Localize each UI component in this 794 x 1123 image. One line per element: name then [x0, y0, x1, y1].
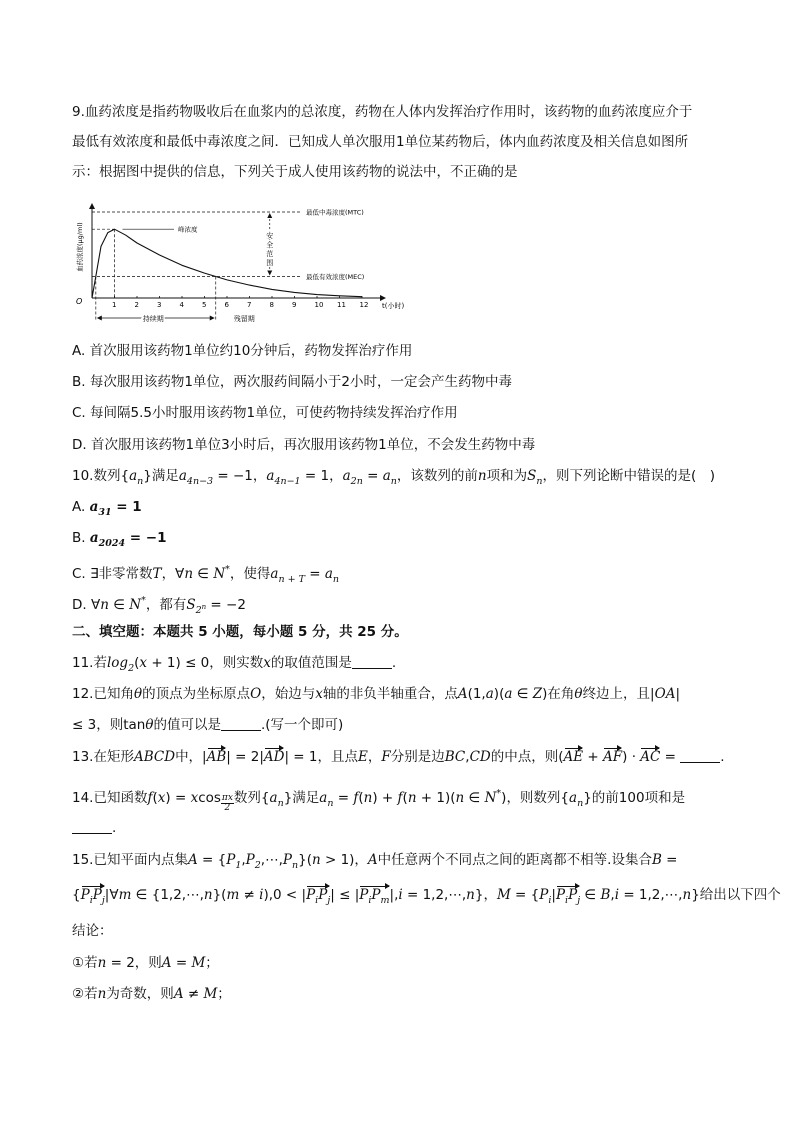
- x-tick-label: 12: [359, 301, 369, 309]
- q10-option-b: B. $a_{2024} = -1$: [72, 530, 167, 549]
- q9-stem-line-1: 9.血药浓度是指药物吸收后在血浆内的总浓度，药物在人体内发挥治疗作用时，该药物的血药浓度应介于: [72, 104, 693, 120]
- q12-stem-line-1: 12.已知角θ的顶点为坐标原点O，始边与x轴的非负半轴重合，点A(1,a)(a ∈ Z)在角θ终边上，且|OA|: [72, 686, 681, 702]
- section-fill-in-header: 二、填空题：本题共 5 小题，每小题 5 分，共 25 分。: [72, 624, 408, 640]
- duration-arrow-right: [210, 316, 215, 321]
- q9-stem-line-2: 最低有效浓度和最低中毒浓度之间．已知成人单次服用1单位某药物后，体内血药浓度及相关信息如图所: [72, 134, 689, 150]
- safe-range-label-char: 安: [266, 232, 274, 240]
- y-axis-arrow: [89, 203, 95, 209]
- q13-answer-blank[interactable]: [680, 748, 720, 763]
- q10-stem: 10.数列$\{a_n\}$满足$a_{4n-3} = -1$，$a_{4n-1} = 1$，$a_{2n} = a_n$，该数列的前n项和为$S_n$，则下列论断中错误的是( ): [72, 468, 716, 487]
- x-tick-label: 7: [247, 301, 252, 309]
- x-tick-label: 10: [314, 301, 324, 309]
- x-tick-label: 3: [157, 301, 162, 309]
- q15-conclusion-2: ②若n为奇数，则A ≠ M；: [72, 986, 231, 1002]
- q10-option-d: D. ∀n ∈ N*，都有$S_{2^n} = -2$: [72, 595, 246, 616]
- x-axis-arrow: [380, 295, 386, 301]
- x-tick-label: 2: [134, 301, 139, 309]
- y-axis-label: 血药浓度(μg/ml): [76, 222, 84, 272]
- x-tick-label: 5: [202, 301, 207, 309]
- q9-option-c: C. 每间隔5.5小时服用该药物1单位，可使药物持续发挥治疗作用: [72, 405, 458, 421]
- q11-answer-blank[interactable]: [352, 654, 392, 669]
- q9-option-d: D. 首次服用该药物1单位3小时后，再次服用该药物1单位，不会发生药物中毒: [72, 437, 536, 453]
- q14-stem: 14.已知函数f(x) = xcos $\frac{\pi x}{2}$ 数列$\{a_n\}$满足$a_n = f(n) + f(n + 1)(n$ ∈ N*)，则数列$\{a_n\}$的前100项和是: [72, 788, 686, 813]
- q15-conclusion-1: ①若n = 2，则A = M；: [72, 955, 219, 971]
- q9-option-a: A. 首次服用该药物1单位约10分钟后，药物发挥治疗作用: [72, 343, 413, 359]
- x-axis-label: t(小时): [382, 302, 405, 310]
- q10-option-a: A. $a_{31} = 1$: [72, 499, 142, 518]
- safe-range-label-char: 围: [266, 259, 274, 267]
- safe-range-label-char: 范: [266, 250, 274, 258]
- x-tick-label: 1: [112, 301, 117, 309]
- concentration-curve: [92, 229, 365, 298]
- q10-option-c: C. ∃非零常数T，∀n ∈ N*，使得$a_{n + T} = a_n$: [72, 564, 340, 585]
- mec-label: 最低有效浓度(MEC): [306, 273, 365, 281]
- q12-answer-blank[interactable]: [221, 716, 261, 731]
- duration-label: 持续期: [142, 315, 164, 323]
- q15-stem-line-3: 结论：: [72, 923, 113, 939]
- safe-range-arrow-bottom: [267, 271, 272, 276]
- q11-stem: 11.若$\log_2(x + 1) \le 0$，则实数x的取值范围是 .: [72, 655, 397, 674]
- mtc-label: 最低中毒浓度(MTC): [306, 208, 364, 217]
- q15-stem-line-1: 15.已知平面内点集$A = \{P_1,P_2,\cdots,P_n\}(n > 1)$，A中任意两个不同点之间的距离都不相等.设集合B =: [72, 852, 678, 871]
- residual-label: 残留期: [233, 315, 255, 323]
- x-tick-label: 8: [269, 301, 274, 309]
- origin-label: O: [76, 297, 83, 306]
- duration-arrow-left: [97, 316, 102, 321]
- x-tick-label: 9: [292, 301, 297, 309]
- safe-range-arrow-top: [267, 213, 272, 218]
- q14-answer-blank[interactable]: [72, 819, 112, 834]
- q9-stem-line-3: 示：根据图中提供的信息，下列关于成人使用该药物的说法中，不正确的是: [72, 164, 518, 180]
- safe-range-label-char: 全: [266, 241, 274, 249]
- blood-concentration-chart: [70, 200, 405, 330]
- x-tick-label: 11: [337, 301, 346, 309]
- q14-answer-line: .: [72, 818, 116, 838]
- peak-label: 峰浓度: [178, 225, 198, 234]
- q13-stem: 13.在矩形ABCD中，|AB| = 2|AD| = 1，且点E，F分别是边BC,CD的中点，则(AE + AF) · AC = .: [72, 749, 725, 765]
- q9-option-b: B. 每次服用该药物1单位，两次服药间隔小于2小时，一定会产生药物中毒: [72, 374, 513, 390]
- x-tick-label: 6: [224, 301, 229, 309]
- x-tick-label: 4: [179, 301, 184, 309]
- q12-stem-line-2: ≤ 3，则tanθ的值可以是 .(写一个即可): [72, 717, 344, 733]
- q15-stem-line-2: {$P_iP_j|\forall m$ ∈ {1,2,⋯,n}(m ≠ $i),0 < |P_iP_j| \le |P_iP_m|,i$ = 1,2,⋯,n}，$M = \{P_i|P_iP_j$ ∈ B,i = 1,2,⋯,n}给出以下四个: [72, 885, 781, 911]
